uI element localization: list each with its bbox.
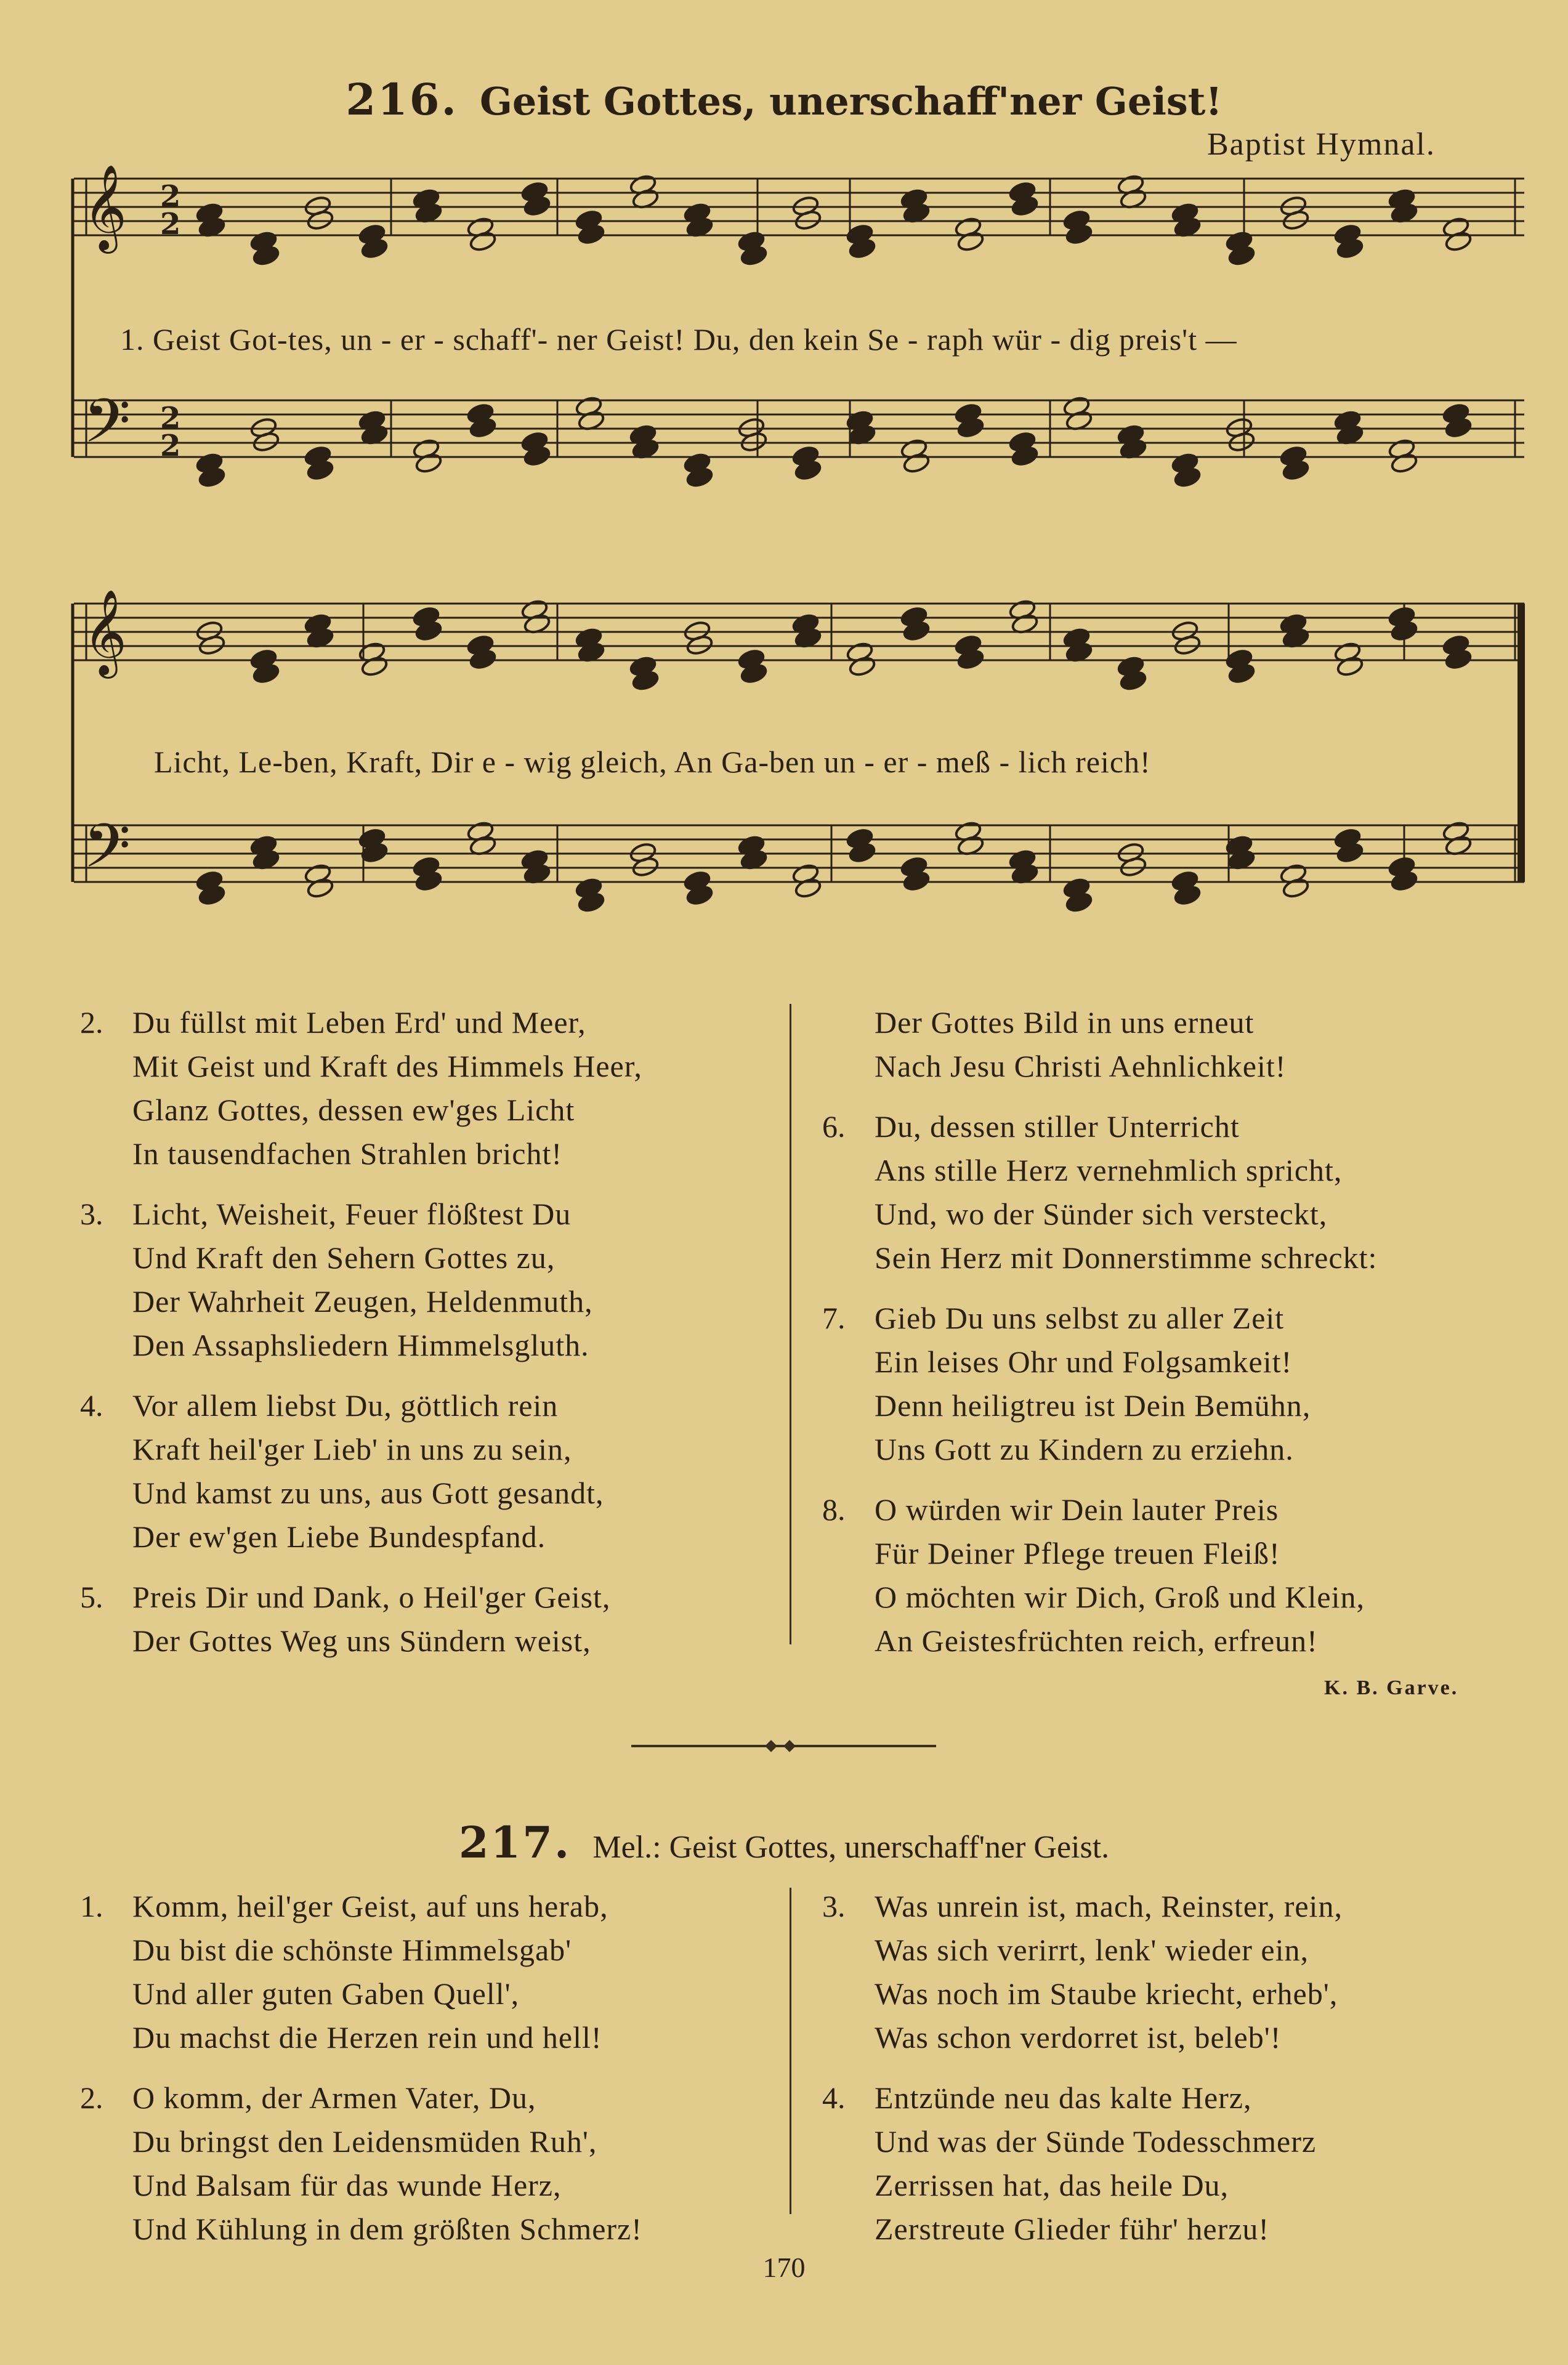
verse-line: Den Assaphsliedern Himmelsgluth. <box>132 1328 589 1362</box>
note-head <box>794 877 822 899</box>
verse-line: Der ew'gen Liebe Bundespfand. <box>132 1519 546 1554</box>
verse <box>80 1192 593 1367</box>
note-head <box>1282 877 1310 899</box>
verse-line: Preis Dir und Dank, o Heil'ger Geist, <box>132 1580 611 1614</box>
verse-line: Ans stille Herz vernehmlich spricht, <box>875 1153 1343 1187</box>
verse-line: Entzünde neu das kalte Herz, <box>875 2080 1252 2115</box>
time-signature: 2 <box>160 179 181 214</box>
verse <box>80 1575 611 1663</box>
verse-line: In tausendfachen Strahlen bricht! <box>132 1136 563 1171</box>
verse-number: 1. <box>80 1889 103 1923</box>
verse-line: Denn heiligtreu ist Dein Bemühn, <box>875 1388 1311 1423</box>
verse-line: Uns Gott zu Kindern zu erziehn. <box>875 1432 1294 1466</box>
hymn-217-header <box>0 1817 1568 1868</box>
verse-number: 5. <box>80 1580 103 1614</box>
verse-line: O möchten wir Dich, Groß und Klein, <box>875 1580 1365 1614</box>
verse-line: Der Gottes Weg uns Sündern weist, <box>132 1623 591 1658</box>
verse-line: Der Wahrheit Zeugen, Heldenmuth, <box>132 1284 593 1319</box>
note-head <box>848 655 876 677</box>
verse-line: An Geistesfrüchten reich, erfreun! <box>875 1623 1318 1658</box>
treble-clef-icon: 𝄞 <box>83 589 127 675</box>
verse <box>822 2076 1317 2251</box>
verse-line: Der Gottes Bild in uns erneut <box>875 1005 1255 1040</box>
verse-number: 6. <box>822 1109 846 1144</box>
verse <box>822 1885 1343 2060</box>
verse-line: Du bist die schönste Himmelsgab' <box>132 1933 572 1967</box>
verse-line: Und, wo der Sünder sich versteckt, <box>875 1197 1328 1231</box>
verse-number: 3. <box>80 1197 103 1231</box>
note-head <box>306 877 334 899</box>
lyric-line-2: Licht, Le-ben, Kraft, Dir e - wig gleich, An Ga-ben un - er - meß - lich reich! <box>154 745 1151 779</box>
verse <box>822 1488 1365 1663</box>
verse <box>80 1885 608 2060</box>
verse-line: Mit Geist und Kraft des Himmels Heer, <box>132 1049 642 1083</box>
verse-line: Und Balsam für das wunde Herz, <box>132 2168 562 2202</box>
verse-line: Vor allem liebst Du, göttlich rein <box>132 1388 559 1423</box>
verse-line: Du bringst den Leidensmüden Ruh', <box>132 2124 597 2159</box>
verse-line: Was unrein ist, mach, Reinster, rein, <box>875 1889 1343 1923</box>
bass-clef-icon: 𝄢 <box>83 811 131 897</box>
verse-line: Und Kraft den Sehern Gottes zu, <box>132 1240 556 1275</box>
note-head <box>956 230 985 253</box>
verse-line: Und was der Sünde Todesschmerz <box>875 2124 1317 2159</box>
verse-line: Glanz Gottes, dessen ew'ges Licht <box>132 1093 575 1127</box>
ornament-diamond <box>783 1740 796 1752</box>
verse-line: Sein Herz mit Donnerstimme schreckt: <box>875 1240 1378 1275</box>
note-head <box>469 230 497 253</box>
verse-line: Kraft heil'ger Lieb' in uns zu sein, <box>132 1432 572 1466</box>
verse-line: Du machst die Herzen rein und hell! <box>132 2020 602 2055</box>
verse-line: Und kamst zu uns, aus Gott gesandt, <box>132 1476 604 1510</box>
note-head <box>1336 655 1364 677</box>
verse-line: Was noch im Staube kriecht, erheb', <box>875 1976 1338 2011</box>
verse-line: Komm, heil'ger Geist, auf uns herab, <box>132 1889 608 1923</box>
verse-number: 7. <box>822 1301 846 1335</box>
hymn-216-attribution: Baptist Hymnal. <box>1207 127 1436 162</box>
verse-number: 8. <box>822 1492 846 1527</box>
verse-number: 2. <box>80 1005 103 1040</box>
verse <box>822 1105 1378 1280</box>
verse-line: O komm, der Armen Vater, Du, <box>132 2080 536 2115</box>
note-head <box>1444 230 1473 253</box>
verse-line: Ein leises Ohr und Folgsamkeit! <box>875 1344 1293 1379</box>
verse-line: Zerrissen hat, das heile Du, <box>875 2168 1229 2202</box>
ornament-diamond <box>765 1740 777 1752</box>
verse-line: Licht, Weisheit, Feuer flößtest Du <box>132 1197 572 1231</box>
verse <box>822 1296 1311 1471</box>
hymn-216-number: 216. <box>346 74 458 125</box>
verse-line: Für Deiner Pflege treuen Fleiß! <box>875 1536 1280 1571</box>
verse <box>80 1001 642 1176</box>
verse-line: Was sich verirrt, lenk' wieder ein, <box>875 1933 1309 1967</box>
time-signature: 2 <box>160 429 181 463</box>
note-head <box>360 655 389 677</box>
verse-line: Und Kühlung in dem größten Schmerz! <box>132 2212 642 2246</box>
verse-line: Und aller guten Gaben Quell', <box>132 1976 520 2011</box>
verse-line: Du, dessen stiller Unterricht <box>875 1109 1240 1144</box>
verse-number: 4. <box>80 1388 103 1423</box>
time-signature: 2 <box>160 401 181 435</box>
hymn-216-title: Geist Gottes, unerschaff'ner Geist! <box>479 79 1222 124</box>
page-number: 170 <box>762 2252 806 2283</box>
verse-line: Zerstreute Glieder führ' herzu! <box>875 2212 1270 2246</box>
hymn-217-title: Mel.: Geist Gottes, unerschaff'ner Geist. <box>592 1830 1110 1865</box>
bass-clef-icon: 𝄢 <box>83 386 131 472</box>
column-divider-217 <box>790 1888 791 2214</box>
treble-clef-icon: 𝄞 <box>83 164 127 250</box>
verse-line: Gieb Du uns selbst zu aller Zeit <box>875 1301 1285 1335</box>
music-notation <box>0 0 1568 936</box>
column-divider-216 <box>790 1004 791 1644</box>
hymn-216-author: K. B. Garve. <box>1324 1676 1459 1699</box>
time-signature: 2 <box>160 207 181 241</box>
verse-line: Du füllst mit Leben Erd' und Meer, <box>132 1005 586 1040</box>
verse-number: 4. <box>822 2080 846 2115</box>
verse-line: Was schon verdorret ist, beleb'! <box>875 2020 1282 2055</box>
verse-line: Nach Jesu Christi Aehnlichkeit! <box>875 1049 1287 1083</box>
note-head <box>902 452 931 474</box>
verse <box>80 2076 642 2251</box>
verse-number: 2. <box>80 2080 103 2115</box>
verse-line: O würden wir Dein lauter Preis <box>875 1492 1279 1527</box>
note-head <box>1390 452 1418 474</box>
verse <box>875 1001 1286 1088</box>
verse <box>80 1384 604 1559</box>
hymn-217-number: 217. <box>458 1817 572 1868</box>
verse-number: 3. <box>822 1889 846 1923</box>
note-head <box>414 452 443 474</box>
lyric-line-1: 1. Geist Got-tes, un - er - schaff'- ner Geist! Du, den kein Se - raph wür - dig preis't — <box>120 322 1237 357</box>
